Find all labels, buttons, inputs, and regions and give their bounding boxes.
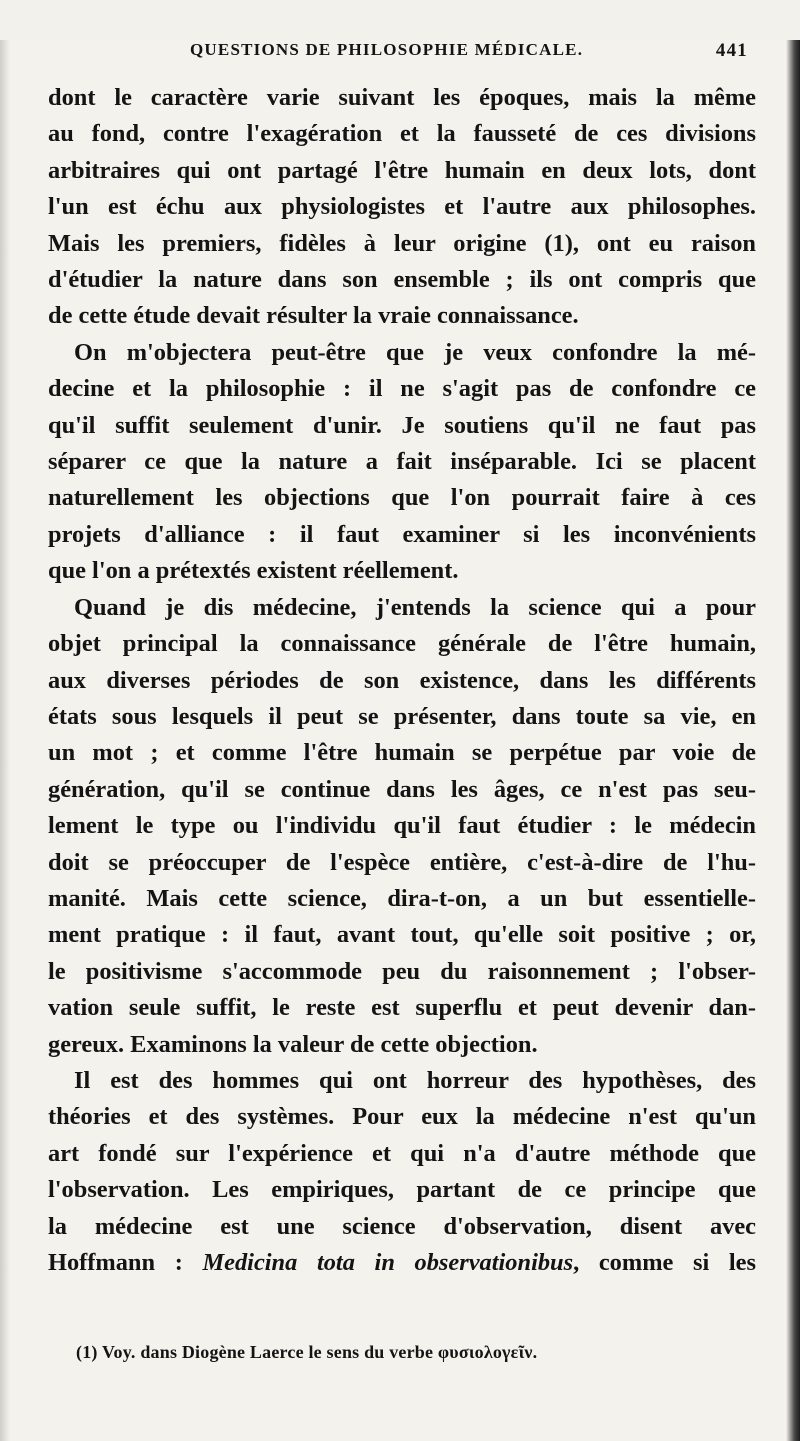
- text-line: d'étudier la nature dans son ensemble ; ils ont compris que: [48, 266, 756, 294]
- text-line: objet principal la connaissance générale de l'être humain,: [48, 630, 756, 658]
- text-line: qu'il suffit seulement d'unir. Je soutiens qu'il ne faut pas: [48, 411, 756, 439]
- text-line-final: [48, 1245, 756, 1281]
- running-head: [48, 40, 756, 76]
- text-line: que l'on a prétextés existent réellement.: [48, 557, 459, 585]
- text-line: naturellement les objections que l'on pourrait faire à ces: [48, 484, 756, 512]
- text-line: aux diverses périodes de son existence, dans les différents: [48, 666, 756, 694]
- body-text: [48, 80, 756, 1281]
- text-line: Mais les premiers, fidèles à leur origine (1), ont eu raison: [48, 229, 756, 257]
- text-line: de cette étude devait résulter la vraie connaissance.: [48, 302, 579, 330]
- text-line: l'observation. Les empiriques, partant de ce principe que: [48, 1176, 756, 1204]
- text-line: doit se préoccuper de l'espèce entière, c'est-à-dire de l'hu-: [48, 848, 756, 876]
- book-page: [0, 40, 800, 1441]
- latin-quotation: Medicina tota in observationibus: [202, 1249, 574, 1276]
- text-line: le positivisme s'accommode peu du raisonnement ; l'obser-: [48, 957, 756, 985]
- text-line: decine et la philosophie : il ne s'agit pas de confondre ce: [48, 375, 756, 403]
- paragraph-3: [48, 590, 756, 1063]
- text-line: projets d'alliance : il faut examiner si les inconvénients: [48, 520, 756, 548]
- text-line: arbitraires qui ont partagé l'être humain en deux lots, dont: [48, 156, 756, 184]
- text-line: génération, qu'il se continue dans les âges, ce n'est pas seu-: [48, 775, 756, 803]
- paragraph-2: [48, 335, 756, 590]
- footnote: (1) Voy. dans Diogène Laerce le sens du verbe φυσιολογεῖν.: [76, 1342, 538, 1362]
- text-line: dont le caractère varie suivant les époques, mais la même: [48, 84, 756, 111]
- running-title: QUESTIONS DE PHILOSOPHIE MÉDICALE.: [190, 40, 584, 59]
- text-line: On m'objectera peut-être que je veux confondre la mé-: [74, 338, 756, 366]
- page-number: 441: [715, 40, 748, 61]
- text-line: Il est des hommes qui ont horreur des hypothèses, des: [74, 1066, 756, 1094]
- text-line: art fondé sur l'expérience et qui n'a d'autre méthode que: [48, 1139, 756, 1167]
- text-line: la médecine est une science d'observation, disent avec: [48, 1212, 756, 1240]
- text-line: séparer ce que la nature a fait inséparable. Ici se placent: [48, 448, 756, 476]
- text-line: un mot ; et comme l'être humain se perpétue par voie de: [48, 739, 756, 767]
- text-line: au fond, contre l'exagération et la fausseté de ces divisions: [48, 120, 756, 148]
- text-line: états sous lesquels il peut se présenter, dans toute sa vie, en: [48, 702, 756, 730]
- text-segment: Hoffmann :: [48, 1249, 203, 1276]
- text-line: ment pratique : il faut, avant tout, qu'elle soit positive ; or,: [48, 921, 756, 949]
- text-line: lement le type ou l'individu qu'il faut étudier : le médecin: [48, 812, 756, 840]
- paragraph-1: [48, 80, 756, 335]
- text-segment: , comme si les: [573, 1249, 756, 1276]
- text-line: Quand je dis médecine, j'entends la science qui a pour: [74, 593, 756, 621]
- paragraph-4: [48, 1063, 756, 1281]
- text-line: l'un est échu aux physiologistes et l'autre aux philosophes.: [48, 193, 756, 221]
- text-line: gereux. Examinons la valeur de cette objection.: [48, 1030, 538, 1058]
- text-line: manité. Mais cette science, dira-t-on, a un but essentielle-: [48, 884, 756, 912]
- text-line: théories et des systèmes. Pour eux la médecine n'est qu'un: [48, 1103, 756, 1131]
- text-line: vation seule suffit, le reste est superflu et peut devenir dan-: [48, 994, 756, 1022]
